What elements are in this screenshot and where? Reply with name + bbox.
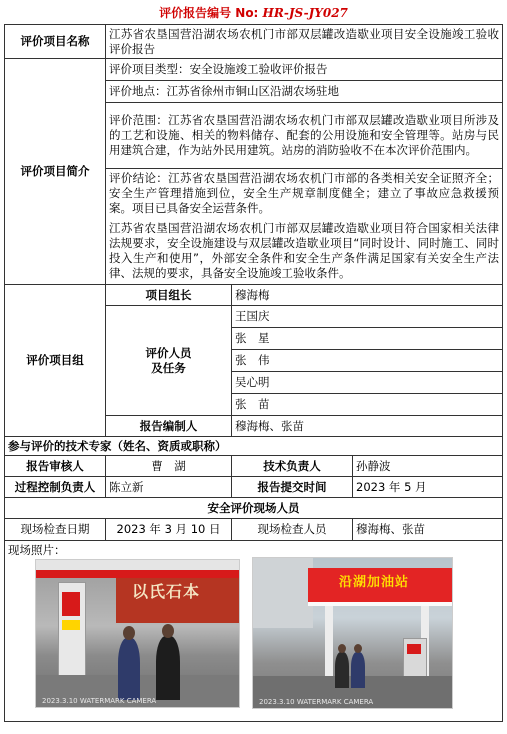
report-number [0,4,507,21]
photo-watermark: 2023.3.10 WATERMARK CAMERA [259,698,374,706]
report-number-prefix: 评价报告编号 No: [159,6,263,20]
site-photo-2 [252,557,453,709]
onsite-staff-label: 现场检查人员 [232,519,353,541]
project-name-value: 江苏省农垦国营沿湖农场农机门市部双层罐改造歇业项目安全设施竣工验收评价报告 [106,25,503,59]
site-photo-1 [35,559,240,708]
tech-lead-label: 技术负责人 [232,456,353,477]
shop-sign-text: 以氏石本 [132,582,201,601]
project-location: 评价地点：江苏省徐州市铜山区沿湖农场驻地 [106,81,503,103]
report-number-code: HR-JS-JY027 [262,6,348,20]
photo-watermark: 2023.3.10 WATERMARK CAMERA [42,697,157,705]
onsite-staff-value: 穆海梅、张苗 [353,519,503,541]
photo-section [5,541,503,722]
staff-label [106,306,232,416]
staff-member: 吴心明 [232,372,503,394]
onsite-date-value: 2023 年 3 月 10 日 [106,519,232,541]
evaluation-conclusion: 评价结论：江苏省农垦国营沿湖农场农机门市部的各类相关安全证照齐全；安全生产管理措施到位，安全生产规章制度健全；建立了事故应急救援预案。项目已具备安全运营条件。 [106,169,503,219]
controller-label: 过程控制负责人 [5,477,106,498]
leader-label: 项目组长 [106,285,232,306]
station-sign-text: 沿湖加油站 [339,575,410,590]
author-label: 报告编制人 [106,416,232,437]
onsite-date-label: 现场检查日期 [5,519,106,541]
staff-member: 张 伟 [232,350,503,372]
project-name-label: 评价项目名称 [5,25,106,59]
staff-label-line1: 评价人员 [145,345,192,360]
project-type: 评价项目类型：安全设施竣工验收评价报告 [106,59,503,81]
controller-name: 陈立新 [106,477,232,498]
reviewer-name: 曹 湖 [106,456,232,477]
photos-label: 现场照片： [8,543,66,557]
leader-name: 穆海梅 [232,285,503,306]
experts-label: 参与评价的技术专家（姓名、资质或职称） [5,437,503,456]
evaluation-report-table [4,24,503,722]
evaluation-scope: 评价范围：江苏省农垦国营沿湖农场农机门市部双层罐改造歇业项目所涉及的工艺和设施、相关的物料储存、配套的公用设施和安全管理等。站房与民用建筑合建，作为站外民用建筑。站房的消防验收不在本次评价范围内。 [106,103,503,169]
summary-label: 评价项目简介 [5,59,106,285]
tech-lead-name: 孙静波 [353,456,503,477]
team-label: 评价项目组 [5,285,106,437]
onsite-title: 安全评价现场人员 [5,498,503,519]
reviewer-label: 报告审核人 [5,456,106,477]
staff-member: 张 星 [232,328,503,350]
submit-time-label: 报告提交时间 [232,477,353,498]
staff-member: 张 苗 [232,394,503,416]
submit-time-value: 2023 年 5 月 [353,477,503,498]
staff-label-line2: 及任务 [151,360,186,375]
evaluation-conclusion-detail: 江苏省农垦国营沿湖农场农机门市部双层罐改造歇业项目符合国家相关法律法规要求，安全设施建设与双层罐改造歇业项目“同时设计、同时施工、同时投入生产和使用”，外部安全条件和安全生产条件满足国家有关安全生产法律、法规的要求，具备安全设施竣工验收条件。 [106,219,503,285]
staff-member: 王国庆 [232,306,503,328]
author-names: 穆海梅、张苗 [232,416,503,437]
